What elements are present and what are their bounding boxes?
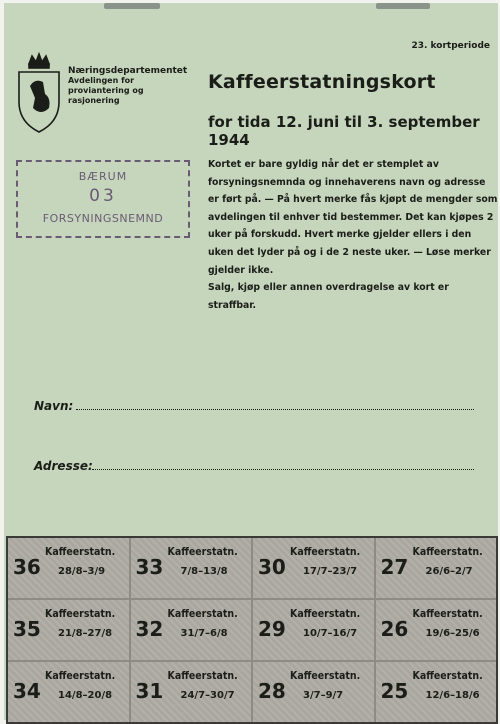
- coupon-dates: 7/8–13/8: [180, 566, 228, 577]
- coupon-dates: 21/8–27/8: [58, 628, 113, 639]
- coupon-number: 32: [135, 617, 164, 641]
- coupon-dates: 14/8–20/8: [58, 690, 113, 701]
- coat-of-arms-icon: [15, 50, 63, 134]
- coupon-dates: 19/6–25/6: [425, 628, 480, 639]
- coupon-dates: 17/7–23/7: [303, 566, 358, 577]
- ministry-dept-line: rasjonering: [68, 96, 120, 105]
- coupon-31[interactable]: [131, 662, 252, 722]
- coupon-25[interactable]: [376, 662, 497, 722]
- coupon-dates: 26/6–2/7: [425, 566, 473, 577]
- coupon-dates: 28/8–3/9: [58, 566, 106, 577]
- coupon-number: 31: [135, 679, 164, 703]
- card-period: 23. kortperiode: [411, 41, 490, 51]
- coupon-34[interactable]: [8, 662, 129, 722]
- coupon-label: Kaffeerstatn.: [45, 670, 116, 682]
- coupon-number: 30: [258, 555, 286, 579]
- coupon-label: Kaffeerstatn.: [412, 608, 483, 620]
- rules-paragraph: Salg, kjøp eller annen overdragelse av kort er straffbar.: [208, 282, 449, 311]
- address-field[interactable]: [92, 469, 474, 470]
- coupon-32[interactable]: [131, 600, 252, 660]
- coupon-number: 29: [258, 617, 286, 641]
- coupon-label: Kaffeerstatn.: [412, 546, 483, 558]
- stamp-municipality: BÆRUM: [78, 170, 128, 183]
- coupon-26[interactable]: [376, 600, 497, 660]
- coupon-label: Kaffeerstatn.: [167, 670, 238, 682]
- coupon-dates: 31/7–6/8: [180, 628, 228, 639]
- binder-clip: [376, 3, 430, 9]
- coupon-number: 34: [13, 679, 41, 703]
- coupon-number: 33: [135, 555, 164, 579]
- coupon-number: 25: [380, 679, 409, 703]
- coupon-number: 26: [380, 617, 409, 641]
- card-validity: for tida 12. juni til 3. september 1944: [208, 113, 480, 149]
- coupon-label: Kaffeerstatn.: [167, 608, 238, 620]
- coupon-30[interactable]: [253, 538, 374, 598]
- coupon-label: Kaffeerstatn.: [167, 546, 238, 558]
- coupon-label: Kaffeerstatn.: [45, 608, 116, 620]
- rules-paragraph: Kortet er bare gyldig når det er stemplet av forsyningsnemnda og innehaverens navn og adresse er ført på. — På hvert merke fås kjøpt de mengder som avdelingen til enhver tid bestemmer. Det kan kjøpes 2 uker på forskudd. Hvert merke gjelder ellers i den uken det lyder på og i de 2 neste uker. — Løse merker gjelder ikke.: [208, 159, 498, 276]
- ministry-header: [68, 66, 187, 106]
- card-rules: [208, 156, 498, 314]
- name-label: Navn:: [34, 399, 74, 413]
- coupon-35[interactable]: [8, 600, 129, 660]
- coupon-label: Kaffeerstatn.: [290, 608, 361, 620]
- card-title: Kaffeerstatningskort: [208, 71, 436, 93]
- address-label: Adresse:: [34, 459, 93, 473]
- issuer-stamp: [16, 160, 190, 238]
- coupon-number: 28: [258, 679, 286, 703]
- coupon-36[interactable]: [8, 538, 129, 598]
- name-field[interactable]: [76, 409, 474, 410]
- coupon-number: 35: [13, 617, 41, 641]
- ministry-dept-line: Avdelingen for: [68, 76, 135, 85]
- stamp-number: 03: [89, 186, 117, 206]
- coupon-label: Kaffeerstatn.: [290, 546, 361, 558]
- coupon-dates: 24/7–30/7: [180, 690, 235, 701]
- ministry-dept-line: proviantering og: [68, 86, 144, 95]
- coupon-dates: 12/6–18/6: [425, 690, 480, 701]
- binder-clip: [104, 3, 160, 9]
- coupon-33[interactable]: [131, 538, 252, 598]
- coupon-number: 27: [380, 555, 409, 579]
- coupon-label: Kaffeerstatn.: [45, 546, 116, 558]
- coupon-label: Kaffeerstatn.: [290, 670, 361, 682]
- coupon-dates: 3/7–9/7: [303, 690, 344, 701]
- coupon-28[interactable]: [253, 662, 374, 722]
- coupon-label: Kaffeerstatn.: [412, 670, 483, 682]
- coupon-dates: 10/7–16/7: [303, 628, 358, 639]
- coupon-number: 36: [13, 555, 41, 579]
- ministry-name: Næringsdepartementet: [68, 66, 188, 76]
- stamp-board: FORSYNINGSNEMND: [42, 212, 164, 225]
- coupon-27[interactable]: [376, 538, 497, 598]
- coupon-grid: [6, 536, 498, 724]
- coupon-29[interactable]: [253, 600, 374, 660]
